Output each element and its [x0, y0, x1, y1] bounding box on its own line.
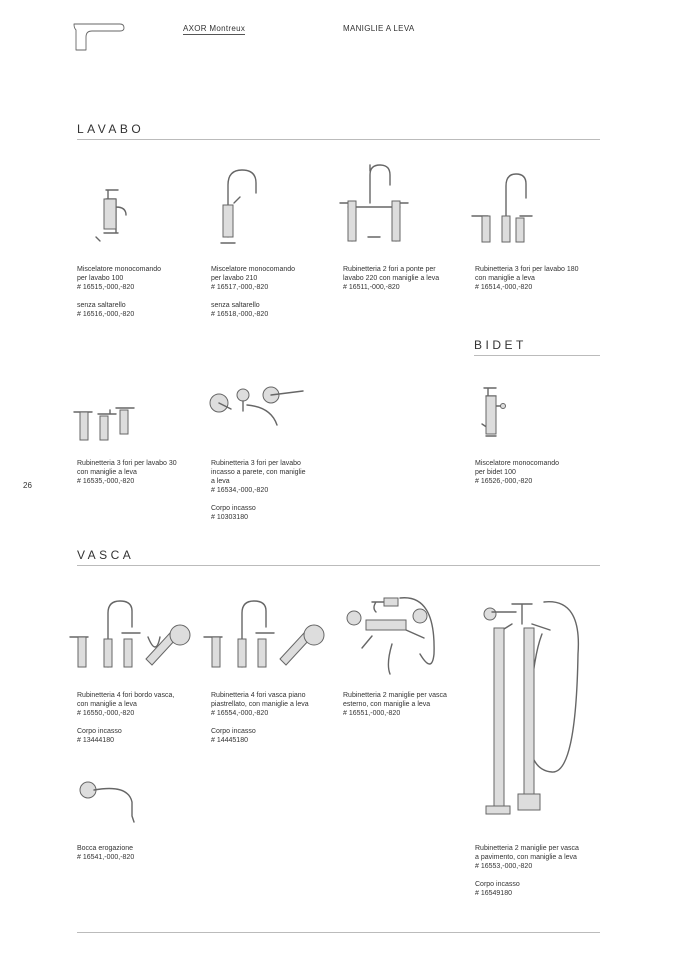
brand-name: AXOR Montreux	[183, 24, 246, 33]
product-image-basin-mixer-100	[92, 185, 132, 245]
product-image-four-hole-tiled-mixer	[202, 597, 327, 672]
product-image-bath-spout	[78, 776, 140, 826]
product-caption-16535: Rubinetteria 3 fori per lavabo 30 con maniglie a leva # 16535,-000,-820	[77, 460, 177, 485]
section-title-vasca: VASCA	[77, 548, 135, 562]
product-image-basin-mixer-210	[218, 165, 263, 245]
product-caption-16551: Rubinetteria 2 maniglie per vasca esterno, con maniglie a leva # 16551,-000,-820	[343, 692, 447, 717]
product-image-three-hole-mixer-180	[470, 172, 535, 245]
category-title: MANIGLIE A LEVA	[343, 24, 415, 33]
product-caption-16515: Miscelatore monocomando per lavabo 100 # 16515,-000,-820 senza saltarello # 16516,-000,-820	[77, 266, 162, 318]
product-caption-16511: Rubinetteria 2 fori a ponte per lavabo 220 con maniglie a leva # 16511,-000,-820	[343, 266, 440, 291]
product-caption-16534: Rubinetteria 3 fori per lavabo incasso a parete, con maniglie a leva # 16534,-000,-820 Corpo incasso # 10303180	[211, 460, 306, 521]
product-image-wall-mixer	[207, 383, 307, 428]
section-title-lavabo: LAVABO	[77, 122, 145, 136]
section-divider	[77, 565, 600, 566]
product-image-four-hole-rim-mixer	[68, 597, 193, 672]
product-image-bidet-mixer	[478, 384, 508, 444]
product-caption-16514: Rubinetteria 3 fori per lavabo 180 con maniglie a leva # 16514,-000,-820	[475, 266, 579, 291]
product-caption-16526: Miscelatore monocomando per bidet 100 # 16526,-000,-820	[475, 460, 560, 485]
product-image-exposed-bath-mixer	[342, 594, 442, 684]
section-divider	[77, 139, 600, 140]
product-caption-16553: Rubinetteria 2 maniglie per vasca a pavimento, con maniglie a leva # 16553,-000,-820 Corpo incasso # 16549180	[475, 845, 579, 897]
page-number: 26	[23, 481, 32, 490]
section-divider	[474, 355, 600, 356]
product-image-bridge-mixer-220	[338, 163, 413, 245]
product-caption-16541: Bocca erogazione # 16541,-000,-820	[77, 845, 135, 861]
product-caption-16554: Rubinetteria 4 fori vasca piano piastrellato, con maniglie a leva # 16554,-000,-820 Corpo incasso # 14445180	[211, 692, 309, 744]
product-image-floor-standing-bath-mixer	[482, 594, 582, 820]
footer-divider	[77, 932, 600, 933]
product-caption-16550: Rubinetteria 4 fori bordo vasca, con maniglie a leva # 16550,-000,-820 Corpo incasso # 13444180	[77, 692, 175, 744]
product-image-three-hole-mixer-30	[72, 400, 142, 442]
section-title-bidet: BIDET	[474, 338, 527, 352]
product-caption-16517: Miscelatore monocomando per lavabo 210 # 16517,-000,-820 senza saltarello # 16518,-000,-820	[211, 266, 296, 318]
lever-handle-logo	[72, 20, 127, 55]
